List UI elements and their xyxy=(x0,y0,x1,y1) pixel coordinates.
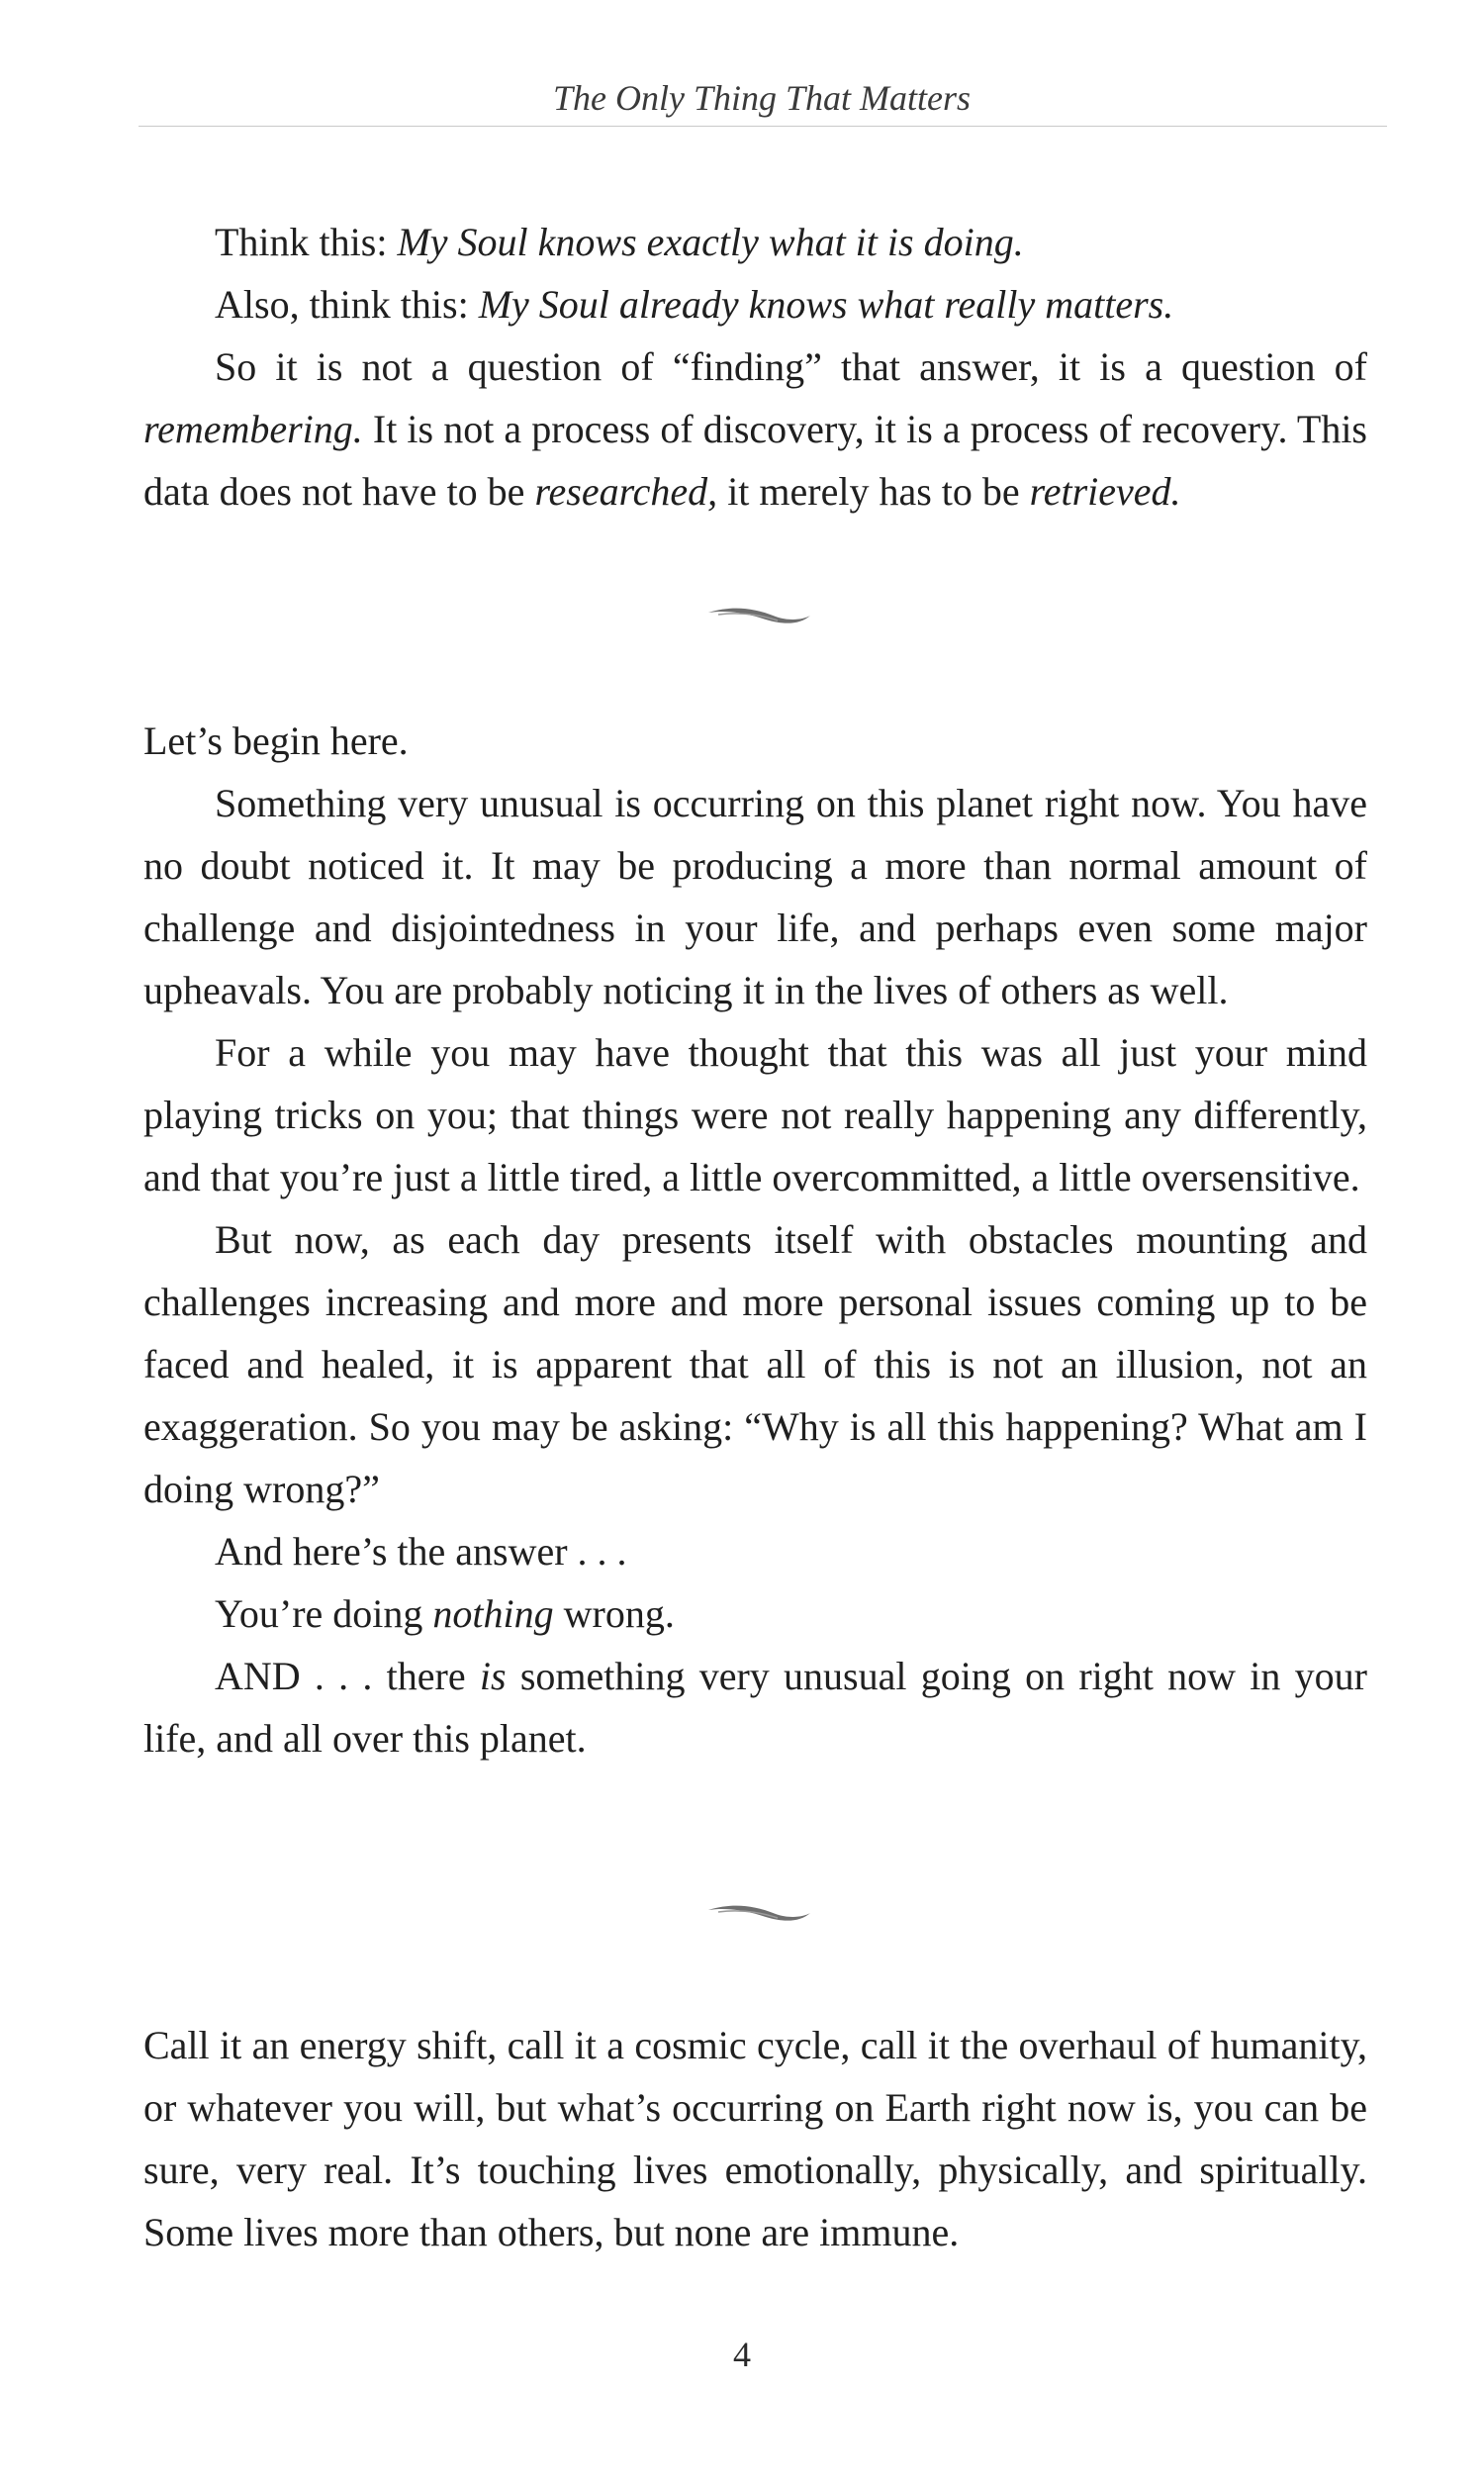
page-number: 4 xyxy=(733,2335,751,2374)
paragraph: For a while you may have thought that this was all just your mind playing tricks on you; that things were not really happening any differently, and that you’re just a little tired, a little overcommitted, a little oversensitive. xyxy=(143,1030,1367,1199)
paragraph: Also, think this: My Soul already knows what really matters. xyxy=(215,282,1174,327)
section-3 xyxy=(143,2014,1367,2263)
paragraph: So it is not a question of “finding” that answer, it is a question of remembering. It is not a process of discovery, it is a process of recovery. This data does not have to be researched, it merely has to be retrieved. xyxy=(143,344,1367,514)
paragraph: Think this: My Soul knows exactly what it is doing. xyxy=(215,220,1024,264)
section-break-ornament-icon xyxy=(704,601,813,630)
paragraph: Let’s begin here. xyxy=(143,718,409,763)
paragraph: You’re doing nothing wrong. xyxy=(215,1591,675,1636)
paragraph: AND . . . there is something very unusual going on right now in your life, and all over this planet. xyxy=(143,1654,1367,1761)
paragraph: But now, as each day presents itself with obstacles mounting and challenges increasing and more and more personal issues coming up to be faced and healed, it is apparent that all of this is not an illusion, not an exaggeration. So you may be asking: “Why is all this happening? What am I doing wrong?” xyxy=(143,1217,1367,1511)
header-rule xyxy=(139,126,1387,127)
section-1 xyxy=(143,211,1367,523)
section-break-ornament-icon xyxy=(704,1898,813,1928)
paragraph: Call it an energy shift, call it a cosmic cycle, call it the overhaul of humanity, or whatever you will, but what’s occurring on Earth right now is, you can be sure, very real. It’s touching lives emotionally, physically, and spiritually. Some lives more than others, but none are immune. xyxy=(143,2023,1367,2254)
running-header: The Only Thing That Matters xyxy=(552,78,971,118)
paragraph: Something very unusual is occurring on this planet right now. You have no doubt noticed it. It may be producing a more than normal amount of challenge and disjointedness in your life, and perhaps even some major upheavals. You are probably noticing it in the lives of others as well. xyxy=(143,781,1367,1012)
section-2 xyxy=(143,710,1367,1769)
paragraph: And here’s the answer . . . xyxy=(215,1529,627,1574)
